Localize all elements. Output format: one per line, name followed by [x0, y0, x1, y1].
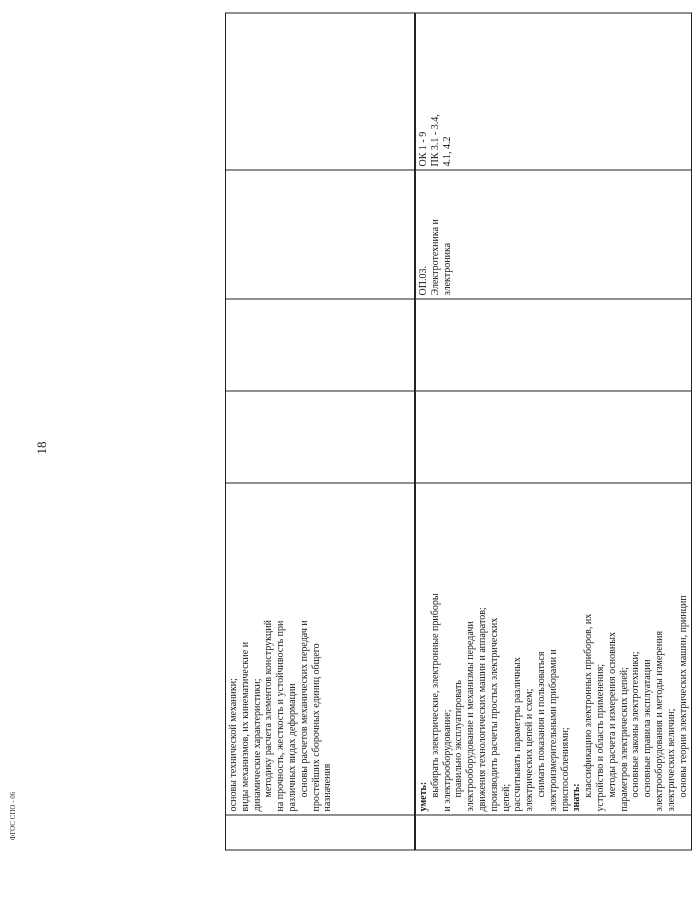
- content-heading: знать:: [571, 782, 583, 811]
- content-line: назначения: [322, 763, 334, 811]
- table-upper-block: [225, 55, 415, 850]
- content-line: электроизмерительными приборами и: [547, 648, 559, 811]
- content-line: динамические характеристики;: [251, 678, 263, 811]
- discipline-cell: [226, 170, 415, 299]
- content-line: приспособлениями;: [559, 726, 571, 811]
- hours-required-cell: [226, 299, 415, 391]
- content-heading: уметь:: [418, 781, 429, 811]
- hours-total-cell: [416, 391, 692, 483]
- content-line: виды механизмов, их кинематические и: [239, 641, 251, 811]
- discipline-code: ОП.03.: [418, 265, 429, 295]
- table-row: [416, 13, 692, 850]
- hours-total-cell: [226, 391, 415, 483]
- content-line: классификацию электронных приборов, их: [583, 613, 595, 797]
- content-line: простейших сборочных единиц общего: [310, 642, 322, 811]
- standards-table-lower: [415, 12, 692, 850]
- competency-content-cell: [416, 483, 692, 815]
- competency-line: ПК 3.1 - 3.4,: [429, 113, 441, 166]
- content-line: основы технической механики;: [228, 677, 239, 811]
- page-number: 18: [34, 441, 49, 455]
- competency-content-cell: [226, 483, 415, 815]
- content-line: правильно эксплуатировать: [453, 679, 465, 797]
- content-line: различных видах деформации: [286, 682, 298, 811]
- table-lower-block: [415, 55, 689, 850]
- competencies-cell: [226, 13, 415, 170]
- content-line: основы теории электрических машин, принцип: [677, 594, 689, 797]
- rotated-table-container: [225, 55, 689, 850]
- content-line: основы расчетов механических передач и: [298, 619, 310, 797]
- competency-line: 4.1, 4.2: [441, 136, 453, 166]
- standards-table-upper: [225, 12, 415, 850]
- content-line: электрических величин;: [665, 708, 677, 811]
- content-line: электрических цепей и схем;: [524, 688, 536, 811]
- row-number-cell: [416, 815, 692, 850]
- content-line: методы расчета и измерения основных: [606, 631, 618, 797]
- competencies-cell: [416, 13, 692, 170]
- content-line: выбирать электрические, электронные приборы: [429, 592, 441, 797]
- content-line: электрооборудования и методы измерения: [653, 630, 665, 811]
- table-row: [226, 13, 415, 850]
- content-line: методику расчета элементов конструкций: [263, 619, 275, 797]
- hours-required-cell: [416, 299, 692, 391]
- content-line: основные законы электротехники;: [630, 650, 642, 797]
- content-line: цепей;: [500, 783, 512, 811]
- content-line: производить расчеты простых электрических: [488, 617, 500, 811]
- content-line: и электрооборудование;: [441, 709, 453, 811]
- content-line: движения технологических машин и аппаратов;: [476, 606, 488, 811]
- discipline-name-line: электроника: [441, 242, 453, 295]
- content-line: основные правила эксплуатации: [642, 658, 654, 797]
- discipline-name-line: Электротехника и: [429, 218, 441, 295]
- content-line: устройство и область применения;: [594, 663, 606, 811]
- footer-code: ФГОС СПО - 06: [9, 791, 17, 841]
- content-line: снимать показания и пользоваться: [535, 651, 547, 797]
- content-line: параметров электрических цепей;: [618, 666, 630, 811]
- content-line: на прочность, жесткость и устойчивость при: [275, 620, 287, 811]
- content-line: электрооборудование и механизмы передачи: [465, 620, 477, 811]
- content-line: рассчитывать параметры различных: [512, 656, 524, 811]
- discipline-cell: [416, 170, 692, 299]
- row-number-cell: [226, 815, 415, 850]
- competency-line: ОК 1 - 9: [418, 131, 429, 166]
